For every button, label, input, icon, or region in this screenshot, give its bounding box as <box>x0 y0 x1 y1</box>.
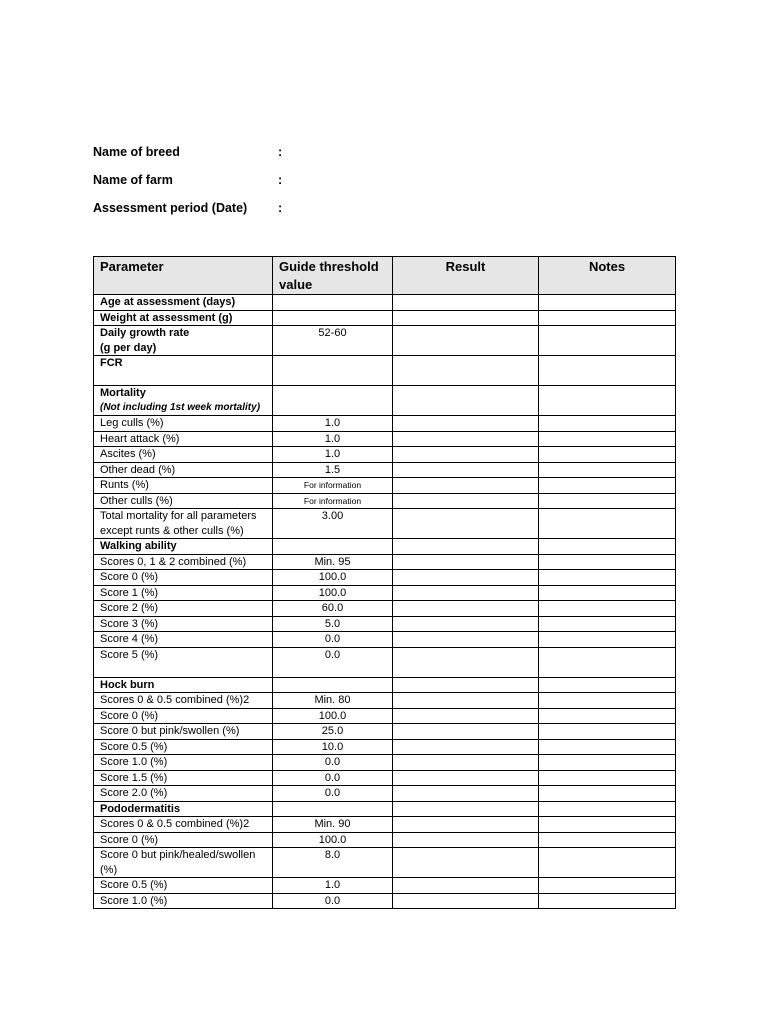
guide-threshold-cell: Min. 95 <box>273 554 393 570</box>
parameter-cell <box>94 739 273 755</box>
parameter-label: Score 0 but pink/swollen (%) <box>100 725 240 737</box>
parameter-label: Daily growth rate <box>100 327 190 339</box>
result-cell[interactable] <box>393 356 539 386</box>
table-row <box>94 801 676 817</box>
table-row <box>94 416 676 432</box>
parameter-label: Pododermatitis <box>100 802 181 815</box>
notes-cell[interactable] <box>539 447 676 463</box>
guide-threshold-cell: 1.0 <box>273 447 393 463</box>
parameter-note: (Not including 1st week mortality) <box>100 401 261 413</box>
result-cell[interactable] <box>393 509 539 539</box>
parameter-cell <box>94 310 273 326</box>
table-row <box>94 326 676 356</box>
table-row <box>94 386 676 416</box>
guide-threshold-cell: 100.0 <box>273 708 393 724</box>
table-row <box>94 848 676 878</box>
farm-info-header <box>93 145 413 229</box>
result-cell[interactable] <box>393 801 539 817</box>
parameter-label: Runts (%) <box>100 479 149 491</box>
guide-threshold-cell <box>273 539 393 555</box>
guide-threshold-cell: 52-60 <box>273 326 393 356</box>
parameter-label: Score 0 but pink/healed/swollen (%) <box>100 849 256 876</box>
guide-threshold-cell <box>273 677 393 693</box>
result-cell[interactable] <box>393 601 539 617</box>
table-row <box>94 310 676 326</box>
result-cell[interactable] <box>393 539 539 555</box>
guide-threshold-cell: 100.0 <box>273 570 393 586</box>
result-cell[interactable] <box>393 817 539 833</box>
notes-cell[interactable] <box>539 462 676 478</box>
notes-cell[interactable] <box>539 616 676 632</box>
guide-threshold-cell: 1.0 <box>273 416 393 432</box>
guide-threshold-cell: 0.0 <box>273 647 393 677</box>
notes-cell[interactable] <box>539 677 676 693</box>
parameter-label: FCR <box>100 357 123 369</box>
notes-cell[interactable] <box>539 585 676 601</box>
notes-cell[interactable] <box>539 770 676 786</box>
parameter-cell <box>94 616 273 632</box>
table-row <box>94 539 676 555</box>
parameter-cell <box>94 770 273 786</box>
result-cell[interactable] <box>393 570 539 586</box>
result-cell[interactable] <box>393 755 539 771</box>
parameter-label: Total mortality for all parameters except runts & other culls (%) <box>100 510 257 537</box>
guide-threshold-cell: 1.5 <box>273 462 393 478</box>
parameter-label: Other dead (%) <box>100 463 176 476</box>
parameter-cell <box>94 554 273 570</box>
result-cell[interactable] <box>393 493 539 509</box>
result-cell[interactable] <box>393 478 539 494</box>
result-cell[interactable] <box>393 431 539 447</box>
result-cell[interactable] <box>393 708 539 724</box>
parameter-label: Leg culls (%) <box>100 417 164 429</box>
result-cell[interactable] <box>393 462 539 478</box>
parameter-cell <box>94 493 273 509</box>
table-row <box>94 755 676 771</box>
notes-cell[interactable] <box>539 739 676 755</box>
parameter-label: Score 1.0 (%) <box>100 894 168 907</box>
table-row <box>94 817 676 833</box>
notes-cell[interactable] <box>539 755 676 771</box>
result-cell[interactable] <box>393 295 539 311</box>
guide-threshold-cell: Min. 80 <box>273 693 393 709</box>
parameter-cell <box>94 693 273 709</box>
header-field-colon: : <box>278 173 283 187</box>
table-row <box>94 601 676 617</box>
notes-cell[interactable] <box>539 832 676 848</box>
parameter-cell <box>94 647 273 677</box>
table-row <box>94 616 676 632</box>
table-row <box>94 693 676 709</box>
parameter-label: Score 5 (%) <box>100 648 159 661</box>
header-field-colon: : <box>278 145 283 159</box>
notes-cell[interactable] <box>539 601 676 617</box>
parameter-cell <box>94 462 273 478</box>
parameter-label: Age at assessment (days) <box>100 296 236 308</box>
table-row <box>94 770 676 786</box>
guide-threshold-cell: 60.0 <box>273 601 393 617</box>
parameter-label: Weight at assessment (g) <box>100 311 233 324</box>
guide-threshold-cell: 5.0 <box>273 616 393 632</box>
table-row <box>94 893 676 909</box>
parameter-label: Score 2 (%) <box>100 602 159 614</box>
guide-threshold-cell <box>273 801 393 817</box>
notes-cell[interactable] <box>539 493 676 509</box>
guide-threshold-cell: 10.0 <box>273 739 393 755</box>
table-row <box>94 462 676 478</box>
parameter-cell <box>94 585 273 601</box>
parameter-cell <box>94 431 273 447</box>
notes-cell[interactable] <box>539 708 676 724</box>
guide-threshold-cell: 100.0 <box>273 832 393 848</box>
parameter-cell <box>94 708 273 724</box>
parameter-cell <box>94 801 273 817</box>
result-cell[interactable] <box>393 616 539 632</box>
guide-threshold-cell: 0.0 <box>273 786 393 802</box>
result-cell[interactable] <box>393 416 539 432</box>
parameter-cell <box>94 878 273 894</box>
parameter-label: Score 4 (%) <box>100 633 159 645</box>
table-row <box>94 832 676 848</box>
parameter-cell <box>94 632 273 648</box>
notes-cell[interactable] <box>539 509 676 539</box>
guide-threshold-cell: For information <box>273 478 393 494</box>
notes-cell[interactable] <box>539 326 676 356</box>
table-row <box>94 478 676 494</box>
parameter-cell <box>94 416 273 432</box>
parameter-unit-label: (g per day) <box>100 341 157 354</box>
parameter-cell <box>94 724 273 740</box>
table-row <box>94 554 676 570</box>
result-cell[interactable] <box>393 632 539 648</box>
guide-threshold-cell: 0.0 <box>273 770 393 786</box>
result-cell[interactable] <box>393 724 539 740</box>
header-field <box>93 173 413 201</box>
parameter-cell <box>94 817 273 833</box>
result-cell[interactable] <box>393 878 539 894</box>
parameter-label: Score 0.5 (%) <box>100 879 168 891</box>
parameter-cell <box>94 755 273 771</box>
notes-cell[interactable] <box>539 817 676 833</box>
result-cell[interactable] <box>393 326 539 356</box>
result-cell[interactable] <box>393 310 539 326</box>
result-cell[interactable] <box>393 447 539 463</box>
guide-threshold-cell: 100.0 <box>273 585 393 601</box>
parameter-label: Heart attack (%) <box>100 432 180 445</box>
parameter-cell <box>94 509 273 539</box>
parameter-cell <box>94 832 273 848</box>
header-field-colon: : <box>278 201 283 215</box>
column-header-result: Result <box>393 257 539 295</box>
table-header-row <box>94 257 676 295</box>
table-row <box>94 431 676 447</box>
table-row <box>94 509 676 539</box>
table-row <box>94 295 676 311</box>
parameter-label: Hock burn <box>100 678 155 691</box>
table-row <box>94 570 676 586</box>
table-row <box>94 739 676 755</box>
parameter-label: Score 3 (%) <box>100 617 159 630</box>
column-header-notes: Notes <box>539 257 676 295</box>
parameter-cell <box>94 570 273 586</box>
table-row <box>94 585 676 601</box>
parameter-cell <box>94 356 273 386</box>
table-row <box>94 724 676 740</box>
notes-cell[interactable] <box>539 801 676 817</box>
guide-threshold-cell: 25.0 <box>273 724 393 740</box>
header-field-label: Name of farm <box>93 173 173 187</box>
header-field <box>93 201 413 229</box>
result-cell[interactable] <box>393 386 539 416</box>
table-row <box>94 493 676 509</box>
notes-cell[interactable] <box>539 478 676 494</box>
guide-threshold-cell: For information <box>273 493 393 509</box>
notes-cell[interactable] <box>539 693 676 709</box>
parameter-cell <box>94 848 273 878</box>
notes-cell[interactable] <box>539 356 676 386</box>
notes-cell[interactable] <box>539 310 676 326</box>
result-cell[interactable] <box>393 739 539 755</box>
result-cell[interactable] <box>393 647 539 677</box>
column-header-guide-threshold: Guide threshold value <box>273 257 393 295</box>
parameter-label: Scores 0 & 0.5 combined (%)2 <box>100 818 250 830</box>
assessment-table <box>93 256 676 909</box>
table-row <box>94 356 676 386</box>
parameter-label: Scores 0, 1 & 2 combined (%) <box>100 555 247 568</box>
parameter-cell <box>94 601 273 617</box>
result-cell[interactable] <box>393 786 539 802</box>
notes-cell[interactable] <box>539 416 676 432</box>
guide-threshold-cell: Min. 90 <box>273 817 393 833</box>
guide-threshold-cell: 0.0 <box>273 632 393 648</box>
parameter-label: Score 1.0 (%) <box>100 756 168 768</box>
result-cell[interactable] <box>393 554 539 570</box>
notes-cell[interactable] <box>539 878 676 894</box>
guide-threshold-cell: 8.0 <box>273 848 393 878</box>
result-cell[interactable] <box>393 677 539 693</box>
table-row <box>94 632 676 648</box>
notes-cell[interactable] <box>539 431 676 447</box>
parameter-label: Scores 0 & 0.5 combined (%)2 <box>100 694 250 706</box>
parameter-cell <box>94 539 273 555</box>
parameter-cell <box>94 893 273 909</box>
guide-threshold-cell <box>273 386 393 416</box>
parameter-cell <box>94 677 273 693</box>
table-row <box>94 878 676 894</box>
parameter-cell <box>94 786 273 802</box>
result-cell[interactable] <box>393 832 539 848</box>
notes-cell[interactable] <box>539 539 676 555</box>
parameter-cell <box>94 326 273 356</box>
notes-cell[interactable] <box>539 786 676 802</box>
guide-threshold-cell <box>273 356 393 386</box>
result-cell[interactable] <box>393 770 539 786</box>
notes-cell[interactable] <box>539 647 676 677</box>
parameter-label: Score 0 (%) <box>100 833 159 846</box>
result-cell[interactable] <box>393 848 539 878</box>
parameter-label: Score 1.5 (%) <box>100 771 168 784</box>
table-row <box>94 786 676 802</box>
result-cell[interactable] <box>393 585 539 601</box>
result-cell[interactable] <box>393 893 539 909</box>
result-cell[interactable] <box>393 693 539 709</box>
table-row <box>94 708 676 724</box>
table-row <box>94 677 676 693</box>
parameter-label: Score 0.5 (%) <box>100 740 168 753</box>
guide-threshold-cell: 1.0 <box>273 878 393 894</box>
header-field <box>93 145 413 173</box>
column-header-parameter: Parameter <box>94 257 273 295</box>
header-field-label: Assessment period (Date) <box>93 201 248 215</box>
notes-cell[interactable] <box>539 386 676 416</box>
parameter-cell <box>94 295 273 311</box>
guide-threshold-cell <box>273 310 393 326</box>
parameter-label: Score 0 (%) <box>100 709 159 722</box>
parameter-label: Score 0 (%) <box>100 571 159 583</box>
guide-threshold-cell: 1.0 <box>273 431 393 447</box>
parameter-label: Walking ability <box>100 540 177 552</box>
parameter-label: Mortality <box>100 387 146 399</box>
notes-cell[interactable] <box>539 893 676 909</box>
parameter-cell <box>94 386 273 416</box>
guide-threshold-cell: 3.00 <box>273 509 393 539</box>
notes-cell[interactable] <box>539 554 676 570</box>
notes-cell[interactable] <box>539 724 676 740</box>
guide-threshold-cell <box>273 295 393 311</box>
parameter-label: Other culls (%) <box>100 494 173 507</box>
parameter-label: Ascites (%) <box>100 448 156 460</box>
header-field-label: Name of breed <box>93 145 180 159</box>
guide-threshold-cell: 0.0 <box>273 893 393 909</box>
table-row <box>94 647 676 677</box>
parameter-cell <box>94 478 273 494</box>
table-row <box>94 447 676 463</box>
notes-cell[interactable] <box>539 570 676 586</box>
parameter-label: Score 1 (%) <box>100 586 159 599</box>
parameter-cell <box>94 447 273 463</box>
guide-threshold-cell: 0.0 <box>273 755 393 771</box>
notes-cell[interactable] <box>539 295 676 311</box>
notes-cell[interactable] <box>539 632 676 648</box>
notes-cell[interactable] <box>539 848 676 878</box>
parameter-label: Score 2.0 (%) <box>100 787 168 799</box>
